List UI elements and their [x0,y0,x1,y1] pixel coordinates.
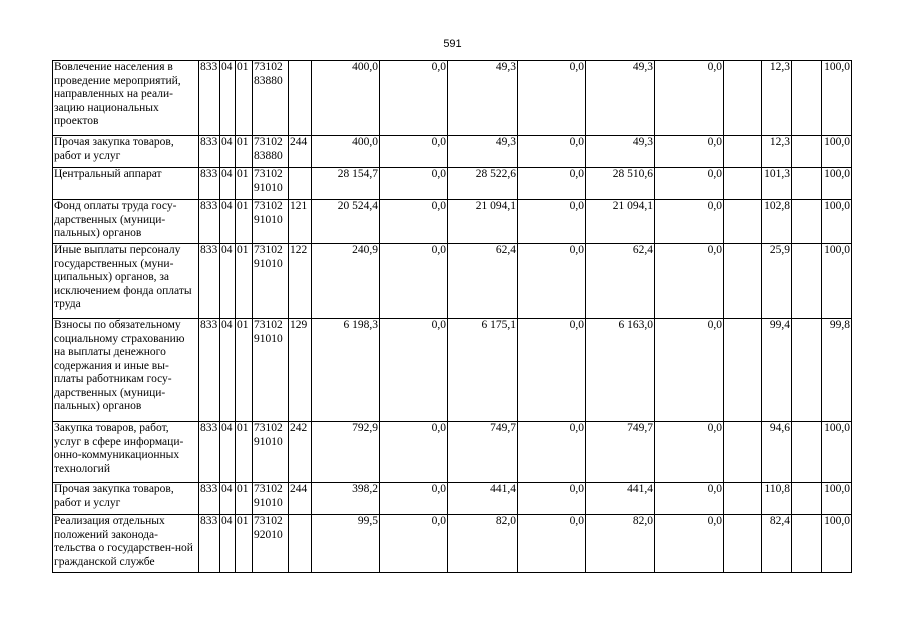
percent-cell-2: 100,0 [822,422,852,483]
empty-cell [724,244,762,319]
target-article-cell: 73102 91010 [253,319,289,422]
value-cell-1: 240,9 [312,244,380,319]
value-cell-3: 21 094,1 [448,200,518,244]
row-name-cell: Взносы по обязательному социальному страхованию на выплаты денежного содержания и иные вы-платы работникам госу-дарственных (муници-пальных) органов [53,319,199,422]
percent-cell-1: 82,4 [762,515,792,573]
section-code-cell: 04 [220,200,236,244]
percent-cell-1: 94,6 [762,422,792,483]
percent-cell-2: 100,0 [822,200,852,244]
expense-type-cell [289,168,312,200]
value-cell-2: 0,0 [380,136,448,168]
value-cell-6: 0,0 [655,200,724,244]
value-cell-4: 0,0 [518,244,586,319]
admin-code-cell: 833 [199,200,220,244]
value-cell-2: 0,0 [380,483,448,515]
subsection-code-cell: 01 [236,244,253,319]
value-cell-5: 441,4 [586,483,655,515]
value-cell-4: 0,0 [518,136,586,168]
row-name-cell: Иные выплаты персоналу государственных (муни-ципальных) органов, за исключением фонда оплаты труда [53,244,199,319]
subsection-code-cell: 01 [236,319,253,422]
value-cell-5: 749,7 [586,422,655,483]
section-code-cell: 04 [220,61,236,136]
percent-cell-2: 100,0 [822,61,852,136]
percent-cell-1: 99,4 [762,319,792,422]
empty-cell [792,136,822,168]
value-cell-1: 400,0 [312,61,380,136]
expense-type-cell: 121 [289,200,312,244]
percent-cell-2: 100,0 [822,515,852,573]
budget-table [52,60,852,573]
subsection-code-cell: 01 [236,200,253,244]
empty-cell [724,61,762,136]
row-name-cell: Центральный аппарат [53,168,199,200]
empty-cell [724,422,762,483]
subsection-code-cell: 01 [236,515,253,573]
value-cell-2: 0,0 [380,319,448,422]
empty-cell [792,61,822,136]
value-cell-4: 0,0 [518,515,586,573]
percent-cell-2: 100,0 [822,168,852,200]
value-cell-1: 792,9 [312,422,380,483]
admin-code-cell: 833 [199,483,220,515]
value-cell-5: 82,0 [586,515,655,573]
expense-type-cell: 244 [289,483,312,515]
section-code-cell: 04 [220,422,236,483]
value-cell-5: 49,3 [586,61,655,136]
empty-cell [724,319,762,422]
value-cell-2: 0,0 [380,61,448,136]
value-cell-4: 0,0 [518,168,586,200]
section-code-cell: 04 [220,168,236,200]
admin-code-cell: 833 [199,136,220,168]
table-row [53,200,852,244]
percent-cell-2: 99,8 [822,319,852,422]
value-cell-5: 21 094,1 [586,200,655,244]
value-cell-3: 28 522,6 [448,168,518,200]
value-cell-2: 0,0 [380,244,448,319]
subsection-code-cell: 01 [236,422,253,483]
value-cell-2: 0,0 [380,422,448,483]
value-cell-1: 20 524,4 [312,200,380,244]
value-cell-6: 0,0 [655,244,724,319]
row-name-cell: Закупка товаров, работ, услуг в сфере информаци-онно-коммуникационных технологий [53,422,199,483]
admin-code-cell: 833 [199,319,220,422]
percent-cell-1: 102,8 [762,200,792,244]
expense-type-cell [289,515,312,573]
percent-cell-1: 12,3 [762,136,792,168]
value-cell-1: 28 154,7 [312,168,380,200]
value-cell-3: 749,7 [448,422,518,483]
value-cell-6: 0,0 [655,136,724,168]
value-cell-3: 49,3 [448,61,518,136]
section-code-cell: 04 [220,483,236,515]
target-article-cell: 73102 91010 [253,200,289,244]
target-article-cell: 73102 83880 [253,61,289,136]
value-cell-6: 0,0 [655,168,724,200]
percent-cell-2: 100,0 [822,244,852,319]
value-cell-4: 0,0 [518,319,586,422]
value-cell-1: 6 198,3 [312,319,380,422]
value-cell-2: 0,0 [380,515,448,573]
value-cell-6: 0,0 [655,515,724,573]
admin-code-cell: 833 [199,61,220,136]
empty-cell [724,168,762,200]
table-row [53,136,852,168]
subsection-code-cell: 01 [236,168,253,200]
row-name-cell: Реализация отдельных положений законода-тельства о государствен-ной гражданской службе [53,515,199,573]
table-row [53,422,852,483]
value-cell-1: 99,5 [312,515,380,573]
table-row [53,515,852,573]
empty-cell [792,200,822,244]
expense-type-cell: 242 [289,422,312,483]
admin-code-cell: 833 [199,244,220,319]
expense-type-cell [289,61,312,136]
target-article-cell: 73102 91010 [253,483,289,515]
value-cell-6: 0,0 [655,422,724,483]
section-code-cell: 04 [220,515,236,573]
table-row [53,319,852,422]
expense-type-cell: 122 [289,244,312,319]
empty-cell [792,515,822,573]
target-article-cell: 73102 91010 [253,244,289,319]
value-cell-3: 49,3 [448,136,518,168]
page-number: 591 [443,38,462,50]
empty-cell [792,319,822,422]
value-cell-6: 0,0 [655,483,724,515]
section-code-cell: 04 [220,136,236,168]
value-cell-2: 0,0 [380,168,448,200]
value-cell-4: 0,0 [518,483,586,515]
table-row [53,244,852,319]
empty-cell [792,422,822,483]
admin-code-cell: 833 [199,515,220,573]
subsection-code-cell: 01 [236,61,253,136]
value-cell-4: 0,0 [518,422,586,483]
target-article-cell: 73102 91010 [253,168,289,200]
value-cell-5: 49,3 [586,136,655,168]
percent-cell-1: 25,9 [762,244,792,319]
section-code-cell: 04 [220,319,236,422]
value-cell-1: 398,2 [312,483,380,515]
percent-cell-1: 110,8 [762,483,792,515]
value-cell-5: 6 163,0 [586,319,655,422]
target-article-cell: 73102 83880 [253,136,289,168]
table-row [53,61,852,136]
value-cell-4: 0,0 [518,61,586,136]
value-cell-4: 0,0 [518,200,586,244]
empty-cell [792,168,822,200]
percent-cell-1: 12,3 [762,61,792,136]
empty-cell [792,244,822,319]
value-cell-2: 0,0 [380,200,448,244]
expense-type-cell: 244 [289,136,312,168]
row-name-cell: Прочая закупка товаров, работ и услуг [53,136,199,168]
empty-cell [724,136,762,168]
row-name-cell: Фонд оплаты труда госу-дарственных (муници-пальных) органов [53,200,199,244]
target-article-cell: 73102 92010 [253,515,289,573]
empty-cell [724,200,762,244]
empty-cell [724,515,762,573]
value-cell-6: 0,0 [655,61,724,136]
value-cell-3: 441,4 [448,483,518,515]
row-name-cell: Прочая закупка товаров, работ и услуг [53,483,199,515]
admin-code-cell: 833 [199,422,220,483]
table-row [53,483,852,515]
table-row [53,168,852,200]
section-code-cell: 04 [220,244,236,319]
value-cell-1: 400,0 [312,136,380,168]
empty-cell [792,483,822,515]
percent-cell-1: 101,3 [762,168,792,200]
value-cell-5: 28 510,6 [586,168,655,200]
subsection-code-cell: 01 [236,483,253,515]
value-cell-3: 62,4 [448,244,518,319]
empty-cell [724,483,762,515]
value-cell-3: 6 175,1 [448,319,518,422]
admin-code-cell: 833 [199,168,220,200]
row-name-cell: Вовлечение населения в проведение мероприятий, направленных на реали-зацию национальных проектов [53,61,199,136]
expense-type-cell: 129 [289,319,312,422]
value-cell-3: 82,0 [448,515,518,573]
percent-cell-2: 100,0 [822,136,852,168]
percent-cell-2: 100,0 [822,483,852,515]
subsection-code-cell: 01 [236,136,253,168]
value-cell-5: 62,4 [586,244,655,319]
target-article-cell: 73102 91010 [253,422,289,483]
value-cell-6: 0,0 [655,319,724,422]
